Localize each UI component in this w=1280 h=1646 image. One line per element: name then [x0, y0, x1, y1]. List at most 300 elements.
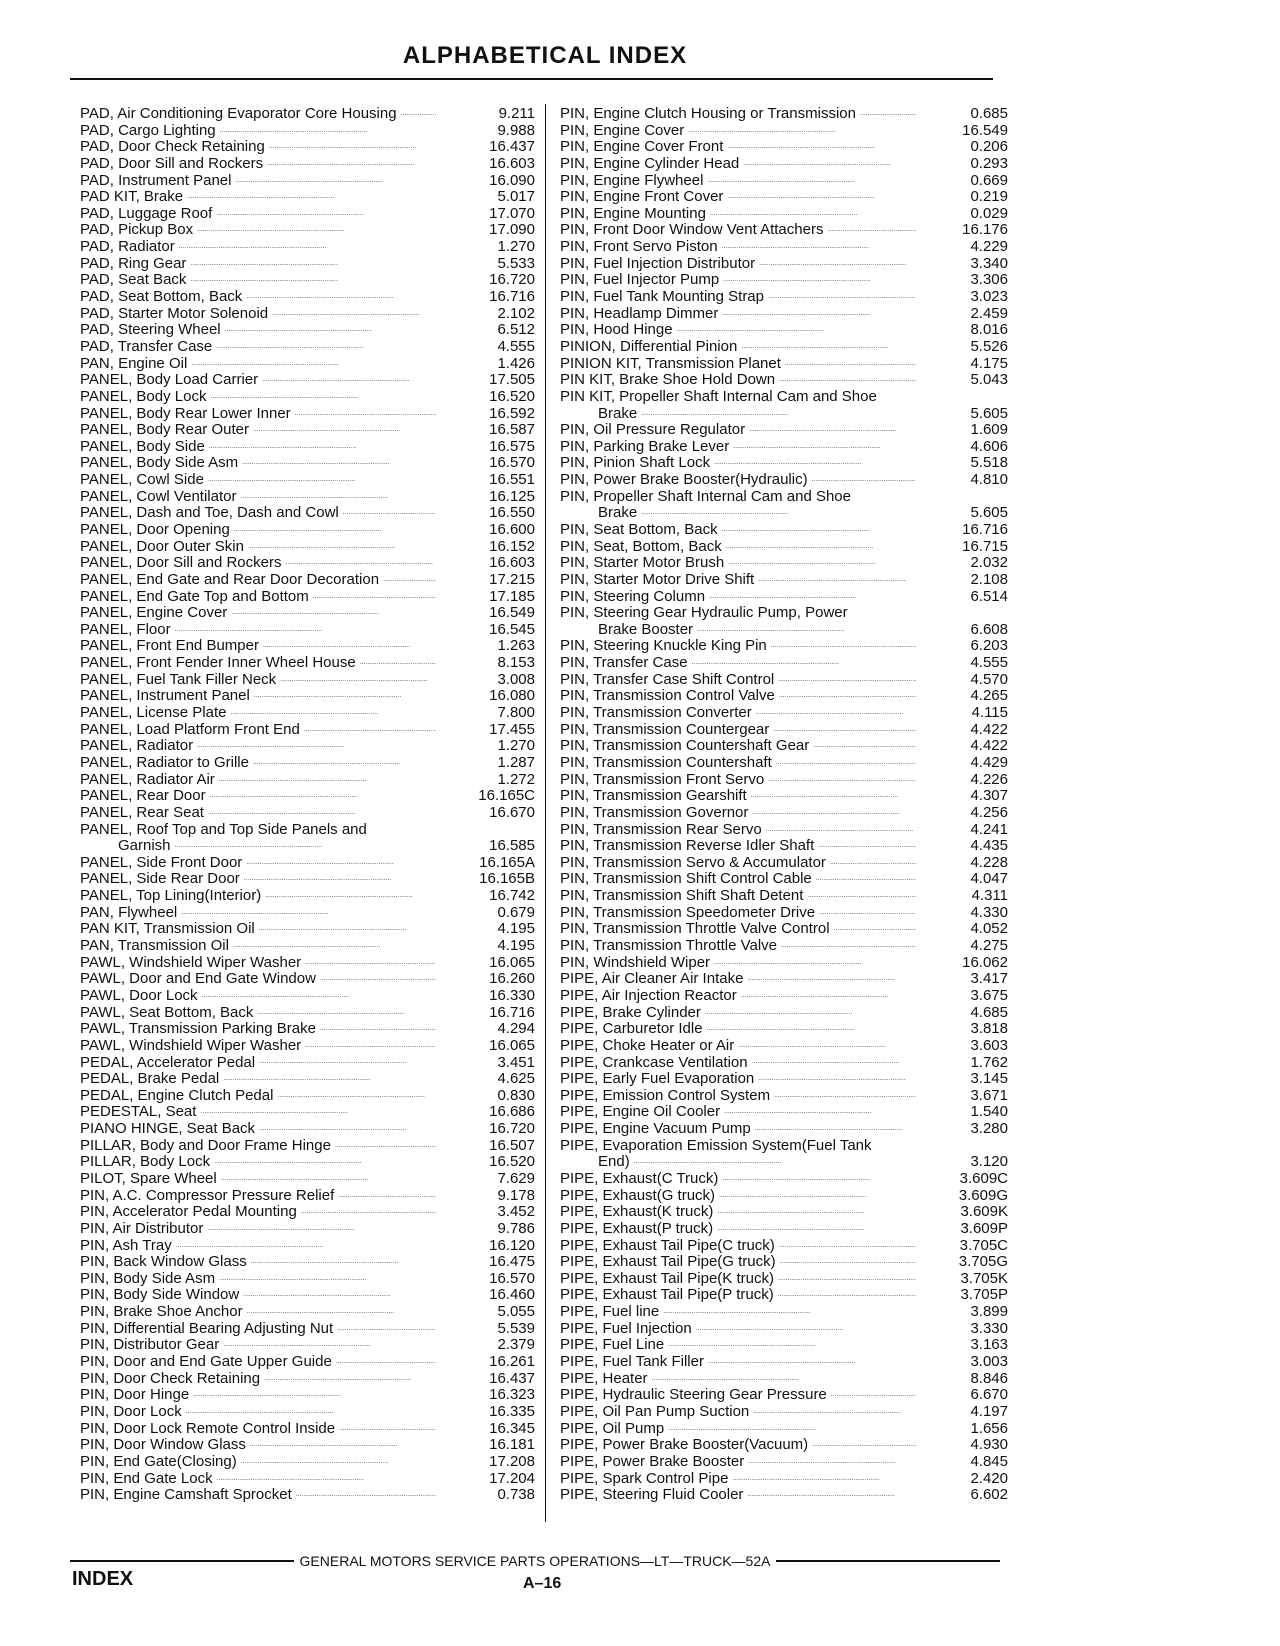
index-entry	[80, 1471, 540, 1488]
dot-leader	[726, 539, 916, 556]
entry-label: Brake Booster	[598, 620, 694, 638]
entry-label: PIN, Transmission Shift Control Cable	[560, 870, 812, 888]
entry-label: PANEL, Front Fender Inner Wheel House	[80, 654, 356, 672]
index-entry	[80, 1055, 540, 1072]
index-entry	[80, 822, 540, 839]
dot-leader	[751, 788, 916, 805]
entry-label: PAN, Transmission Oil	[80, 937, 229, 955]
dot-leader	[717, 1204, 916, 1221]
index-entry	[560, 605, 1010, 622]
index-entry	[560, 522, 1010, 539]
entry-page-ref: 0.219	[970, 188, 1008, 206]
dot-leader	[714, 455, 916, 472]
entry-label: PANEL, Rear Door	[80, 787, 206, 805]
entry-label: PANEL, Radiator to Grille	[80, 753, 249, 771]
entry-page-ref: 16.323	[489, 1386, 535, 1404]
entry-label: PAD, Seat Back	[80, 271, 187, 289]
dot-leader	[235, 173, 436, 190]
entry-page-ref: 4.810	[970, 471, 1008, 489]
entry-page-ref: 16.520	[489, 387, 535, 405]
entry-label: PIN, Differential Bearing Adjusting Nut	[80, 1319, 334, 1337]
entry-page-ref: 1.270	[497, 737, 535, 755]
dot-leader	[230, 705, 436, 722]
index-entry	[80, 1154, 540, 1171]
entry-label: PIPE, Crankcase Ventilation	[560, 1053, 748, 1071]
dot-leader	[243, 1287, 436, 1304]
entry-page-ref: 7.629	[497, 1169, 535, 1187]
index-entry	[80, 772, 540, 789]
entry-page-ref: 16.603	[489, 554, 535, 572]
entry-page-ref: 1.609	[970, 421, 1008, 439]
entry-label: PIPE, Fuel Tank Filler	[560, 1353, 704, 1371]
entry-page-ref: 2.420	[970, 1469, 1008, 1487]
entry-label: PIANO HINGE, Seat Back	[80, 1120, 256, 1138]
entry-page-ref: 4.175	[970, 354, 1008, 372]
entry-page-ref: 16.090	[489, 171, 535, 189]
entry-page-ref: 6.203	[970, 637, 1008, 655]
dot-leader	[320, 971, 436, 988]
entry-page-ref: 4.195	[497, 937, 535, 955]
dot-leader	[722, 1171, 916, 1188]
entry-page-ref: 3.705K	[960, 1269, 1008, 1287]
entry-page-ref: 4.429	[970, 753, 1008, 771]
dot-leader	[819, 905, 916, 922]
index-entry	[80, 755, 540, 772]
dot-leader	[244, 871, 436, 888]
dot-leader	[216, 339, 436, 356]
entry-page-ref: 9.178	[497, 1186, 535, 1204]
entry-label: PIPE, Heater	[560, 1369, 648, 1387]
entry-page-ref: 16.507	[489, 1136, 535, 1154]
dot-leader	[187, 189, 436, 206]
dot-leader	[338, 1188, 436, 1205]
dot-leader	[267, 156, 436, 173]
entry-label: PIN, Transfer Case	[560, 654, 688, 672]
entry-page-ref: 4.606	[970, 437, 1008, 455]
dot-leader	[774, 1088, 916, 1105]
index-entry	[80, 838, 540, 855]
entry-page-ref: 16.165A	[479, 853, 535, 871]
entry-label: PEDESTAL, Seat	[80, 1103, 197, 1121]
entry-page-ref: 3.163	[970, 1336, 1008, 1354]
entry-label: PIN, Brake Shoe Anchor	[80, 1303, 243, 1321]
dot-leader	[181, 905, 436, 922]
entry-page-ref: 2.108	[970, 570, 1008, 588]
entry-label: PANEL, License Plate	[80, 704, 227, 722]
entry-page-ref: 6.608	[970, 620, 1008, 638]
dot-leader	[752, 1055, 916, 1072]
dot-leader	[634, 1154, 916, 1171]
entry-page-ref: 3.899	[970, 1303, 1008, 1321]
entry-page-ref: 1.426	[497, 354, 535, 372]
entry-label: PIN, Door and End Gate Upper Guide	[80, 1353, 332, 1371]
index-entry	[560, 389, 1010, 406]
entry-page-ref: 16.520	[489, 1153, 535, 1171]
entry-page-ref: 4.115	[971, 704, 1008, 722]
index-entry	[80, 505, 540, 522]
index-entry	[560, 622, 1010, 639]
entry-label: PANEL, Door Sill and Rockers	[80, 554, 282, 572]
entry-page-ref: 2.032	[970, 554, 1008, 572]
entry-label: PIN, Oil Pressure Regulator	[560, 421, 746, 439]
entry-label: PIN, Engine Clutch Housing or Transmission	[560, 104, 856, 122]
dot-leader	[401, 106, 436, 123]
dot-leader	[200, 1104, 436, 1121]
entry-label: PAWL, Door Lock	[80, 986, 198, 1004]
dot-leader	[231, 605, 436, 622]
dot-leader	[223, 1071, 436, 1088]
index-entry	[80, 1138, 540, 1155]
entry-page-ref: 0.206	[970, 138, 1008, 156]
dot-leader	[265, 888, 436, 905]
index-entry	[80, 738, 540, 755]
publisher-text: GENERAL MOTORS SERVICE PARTS OPERATIONS—LT—TRUCK—52A	[299, 1553, 771, 1569]
entry-page-ref: 3.145	[970, 1070, 1008, 1088]
entry-page-ref: 6.602	[970, 1486, 1008, 1504]
dot-leader	[383, 572, 436, 589]
dot-leader	[197, 738, 436, 755]
entry-label: PIN, Transmission Throttle Valve	[560, 937, 778, 955]
index-entry	[560, 455, 1010, 472]
index-entry	[80, 289, 540, 306]
entry-label: PIPE, Exhaust Tail Pipe(P truck)	[560, 1286, 774, 1304]
index-entry	[560, 1221, 1010, 1238]
index-entry	[80, 888, 540, 905]
dot-leader	[766, 822, 916, 839]
index-entry	[560, 672, 1010, 689]
entry-label: PAD, Door Check Retaining	[80, 138, 265, 156]
entry-label: PIPE, Fuel line	[560, 1303, 660, 1321]
entry-page-ref: 16.437	[489, 138, 535, 156]
dot-leader	[234, 522, 436, 539]
entry-page-ref: 5.055	[497, 1303, 535, 1321]
entry-label: PIN, Fuel Tank Mounting Strap	[560, 288, 764, 306]
entry-page-ref: 2.102	[497, 304, 535, 322]
entry-label: PIN, Door Check Retaining	[80, 1369, 261, 1387]
dot-leader	[219, 1271, 436, 1288]
entry-label: PIN, Transmission Front Servo	[560, 770, 765, 788]
entry-label: PIPE, Evaporation Emission System(Fuel Tank	[560, 1136, 872, 1154]
entry-page-ref: 17.185	[489, 587, 535, 605]
dot-leader	[343, 505, 436, 522]
index-entry	[80, 539, 540, 556]
index-entry	[80, 905, 540, 922]
entry-page-ref: 3.609G	[958, 1186, 1008, 1204]
index-entry	[560, 639, 1010, 656]
dot-leader	[778, 1287, 916, 1304]
index-entry	[560, 356, 1010, 373]
title-rule	[70, 78, 993, 80]
index-entry	[560, 1354, 1010, 1371]
index-entry	[560, 1121, 1010, 1138]
dot-leader	[214, 1154, 436, 1171]
entry-label: PANEL, Fuel Tank Filler Neck	[80, 670, 277, 688]
entry-label: PIN, Transmission Governor	[560, 803, 749, 821]
entry-page-ref: 1.762	[970, 1053, 1008, 1071]
entry-label: PIN, Body Side Window	[80, 1286, 240, 1304]
index-entry	[560, 1287, 1010, 1304]
index-entry	[560, 938, 1010, 955]
entry-label: PAD, Steering Wheel	[80, 321, 221, 339]
entry-page-ref: 8.016	[970, 321, 1008, 339]
index-entry	[560, 1204, 1010, 1221]
index-entry	[80, 239, 540, 256]
footer-line	[70, 1553, 1000, 1569]
index-entry	[80, 688, 540, 705]
dot-leader	[305, 1038, 436, 1055]
entry-label: PANEL, Floor	[80, 620, 171, 638]
entry-label: PIN KIT, Brake Shoe Hold Down	[560, 371, 776, 389]
entry-label: PIPE, Exhaust Tail Pipe(G truck)	[560, 1253, 776, 1271]
index-entry	[80, 422, 540, 439]
entry-page-ref: 7.800	[497, 704, 535, 722]
entry-label: PIPE, Power Brake Booster	[560, 1452, 745, 1470]
dot-leader	[641, 406, 916, 423]
entry-page-ref: 3.306	[970, 271, 1008, 289]
entry-page-ref: 16.570	[489, 1269, 535, 1287]
entry-page-ref: 0.293	[970, 154, 1008, 172]
dot-leader	[812, 1437, 916, 1454]
entry-label: PAWL, Windshield Wiper Washer	[80, 1036, 302, 1054]
dot-leader	[246, 855, 436, 872]
entry-page-ref: 5.518	[970, 454, 1008, 472]
dot-leader	[732, 1471, 916, 1488]
entry-page-ref: 16.550	[489, 504, 535, 522]
entry-label: PIPE, Exhaust(C Truck)	[560, 1169, 719, 1187]
entry-label: PEDAL, Accelerator Pedal	[80, 1053, 256, 1071]
entry-label: PIPE, Exhaust(K truck)	[560, 1203, 714, 1221]
entry-label: PAD KIT, Brake	[80, 188, 184, 206]
entry-page-ref: 4.930	[970, 1436, 1008, 1454]
index-entry	[560, 905, 1010, 922]
entry-label: PIN, Fuel Injector Pump	[560, 271, 720, 289]
entry-label: PIN KIT, Propeller Shaft Internal Cam and Shoe	[560, 387, 877, 405]
entry-page-ref: 0.830	[497, 1086, 535, 1104]
index-entry	[80, 272, 540, 289]
entry-label: PIN, Engine Cover Front	[560, 138, 724, 156]
index-entry	[560, 772, 1010, 789]
index-entry	[560, 755, 1010, 772]
index-entry	[80, 938, 540, 955]
entry-label: PEDAL, Brake Pedal	[80, 1070, 220, 1088]
dot-leader	[263, 638, 436, 655]
entry-label: PIN, A.C. Compressor Pressure Relief	[80, 1186, 335, 1204]
index-entry	[560, 1371, 1010, 1388]
dot-leader	[733, 439, 916, 456]
dot-leader	[209, 439, 436, 456]
dot-leader	[831, 1387, 916, 1404]
index-entry	[560, 572, 1010, 589]
entry-page-ref: 2.459	[970, 304, 1008, 322]
dot-leader	[738, 1038, 916, 1055]
index-entry	[560, 1487, 1010, 1504]
index-entry	[80, 106, 540, 123]
entry-page-ref: 4.555	[497, 337, 535, 355]
entry-page-ref: 4.226	[970, 770, 1008, 788]
index-entry	[560, 339, 1010, 356]
entry-page-ref: 16.335	[489, 1402, 535, 1420]
index-entry	[560, 306, 1010, 323]
index-entry	[560, 1404, 1010, 1421]
index-entry	[560, 1337, 1010, 1354]
dot-leader	[305, 955, 436, 972]
index-entry	[80, 722, 540, 739]
dot-leader	[254, 688, 436, 705]
dot-leader	[246, 289, 436, 306]
entry-page-ref: 3.417	[970, 970, 1008, 988]
index-entry	[80, 1188, 540, 1205]
dot-leader	[202, 988, 436, 1005]
index-entry	[80, 472, 540, 489]
index-entry	[560, 322, 1010, 339]
entry-label: PANEL, Side Front Door	[80, 853, 243, 871]
entry-page-ref: 17.505	[489, 371, 535, 389]
entry-label: PEDAL, Engine Clutch Pedal	[80, 1086, 274, 1104]
dot-leader	[301, 1204, 436, 1221]
entry-page-ref: 4.197	[970, 1402, 1008, 1420]
entry-label: PILLAR, Body Lock	[80, 1153, 211, 1171]
dot-leader	[247, 1304, 436, 1321]
index-entry	[560, 1271, 1010, 1288]
entry-label: PANEL, Radiator	[80, 737, 194, 755]
entry-label: PAD, Ring Gear	[80, 254, 187, 272]
entry-label: PAD, Starter Motor Solenoid	[80, 304, 269, 322]
entry-page-ref: 5.533	[497, 254, 535, 272]
entry-page-ref: 3.340	[970, 254, 1008, 272]
entry-label: PIN, Transmission Converter	[560, 704, 752, 722]
dot-leader	[776, 755, 916, 772]
dot-leader	[747, 1487, 916, 1504]
dot-leader	[285, 555, 436, 572]
entry-page-ref: 4.195	[497, 920, 535, 938]
index-entry	[560, 822, 1010, 839]
entry-page-ref: 16.549	[962, 121, 1008, 139]
index-entry	[560, 1188, 1010, 1205]
index-entry	[560, 539, 1010, 556]
index-entry	[80, 173, 540, 190]
entry-page-ref: 3.280	[970, 1120, 1008, 1138]
entry-page-ref: 17.215	[489, 570, 535, 588]
entry-label: PANEL, Radiator Air	[80, 770, 215, 788]
entry-label: PIN, Transmission Gearshift	[560, 787, 747, 805]
entry-label: PIN, Propeller Shaft Internal Cam and Shoe	[560, 487, 851, 505]
entry-label: PAD, Air Conditioning Evaporator Core Housing	[80, 104, 397, 122]
index-entry	[80, 1171, 540, 1188]
entry-page-ref: 16.670	[489, 803, 535, 821]
dot-leader	[304, 722, 436, 739]
index-entry	[560, 589, 1010, 606]
index-entry	[80, 1038, 540, 1055]
dot-leader	[768, 289, 916, 306]
entry-label: PAD, Cargo Lighting	[80, 121, 216, 139]
entry-label: PIPE, Air Injection Reactor	[560, 986, 737, 1004]
index-entry	[560, 156, 1010, 173]
index-entry	[560, 1454, 1010, 1471]
entry-page-ref: 0.669	[970, 171, 1008, 189]
dot-leader	[779, 1238, 916, 1255]
index-entry	[560, 206, 1010, 223]
index-entry	[80, 1354, 540, 1371]
index-entry	[80, 971, 540, 988]
footer-rule-right	[776, 1560, 1000, 1562]
dot-leader	[277, 1088, 436, 1105]
entry-page-ref: 16.261	[489, 1353, 535, 1371]
dot-leader	[295, 406, 436, 423]
dot-leader	[779, 688, 916, 705]
entry-label: PIN, Back Window Glass	[80, 1253, 247, 1271]
entry-label: PILOT, Spare Wheel	[80, 1169, 217, 1187]
index-entry	[560, 1171, 1010, 1188]
entry-page-ref: 16.065	[489, 953, 535, 971]
index-entry	[80, 1287, 540, 1304]
dot-leader	[710, 206, 916, 223]
dot-leader	[220, 123, 436, 140]
dot-leader	[253, 755, 436, 772]
entry-label: PIN, Front Door Window Vent Attachers	[560, 221, 824, 239]
index-entry	[560, 256, 1010, 273]
index-entry	[560, 505, 1010, 522]
entry-page-ref: 4.625	[497, 1070, 535, 1088]
entry-label: PIN, Steering Column	[560, 587, 706, 605]
entry-page-ref: 16.165B	[479, 870, 535, 888]
entry-label: PANEL, Rear Seat	[80, 803, 204, 821]
entry-label: PIN, Engine Front Cover	[560, 188, 724, 206]
dot-leader	[269, 139, 436, 156]
entry-page-ref: 16.716	[489, 1003, 535, 1021]
entry-page-ref: 16.152	[489, 537, 535, 555]
index-entry	[80, 1404, 540, 1421]
entry-page-ref: 16.603	[489, 154, 535, 172]
entry-page-ref: 4.307	[970, 787, 1008, 805]
index-entry	[80, 1204, 540, 1221]
entry-page-ref: 16.120	[489, 1236, 535, 1254]
index-entry	[80, 1454, 540, 1471]
entry-label: PIN, Seat Bottom, Back	[560, 521, 718, 538]
entry-label: PANEL, Door Outer Skin	[80, 537, 244, 555]
entry-page-ref: 16.720	[489, 271, 535, 289]
dot-leader	[253, 422, 436, 439]
dot-leader	[758, 572, 916, 589]
dot-leader	[339, 1421, 436, 1438]
dot-leader	[722, 522, 916, 539]
index-entry	[80, 1005, 540, 1022]
entry-label: PIPE, Power Brake Booster(Vacuum)	[560, 1436, 809, 1454]
entry-label: PAN, Engine Oil	[80, 354, 188, 372]
entry-page-ref: 16.720	[489, 1120, 535, 1138]
entry-page-ref: 3.120	[970, 1153, 1008, 1171]
dot-leader	[210, 788, 436, 805]
entry-label: PIPE, Exhaust Tail Pipe(K truck)	[560, 1269, 774, 1287]
entry-page-ref: 16.125	[489, 487, 535, 505]
entry-label: Garnish	[118, 837, 171, 855]
dot-leader	[780, 1254, 916, 1271]
index-entry	[560, 655, 1010, 672]
index-entry	[560, 1238, 1010, 1255]
index-entry	[560, 406, 1010, 423]
entry-page-ref: 16.437	[489, 1369, 535, 1387]
entry-page-ref: 3.023	[970, 288, 1008, 306]
index-entry	[80, 389, 540, 406]
index-entry	[560, 722, 1010, 739]
entry-page-ref: 3.609P	[960, 1219, 1008, 1237]
index-entry	[80, 1271, 540, 1288]
entry-label: PIN, Body Side Asm	[80, 1269, 216, 1287]
entry-page-ref: 3.705G	[958, 1253, 1008, 1271]
index-entry	[560, 1387, 1010, 1404]
index-entry	[560, 955, 1010, 972]
dot-leader	[336, 1354, 436, 1371]
index-entry	[560, 971, 1010, 988]
